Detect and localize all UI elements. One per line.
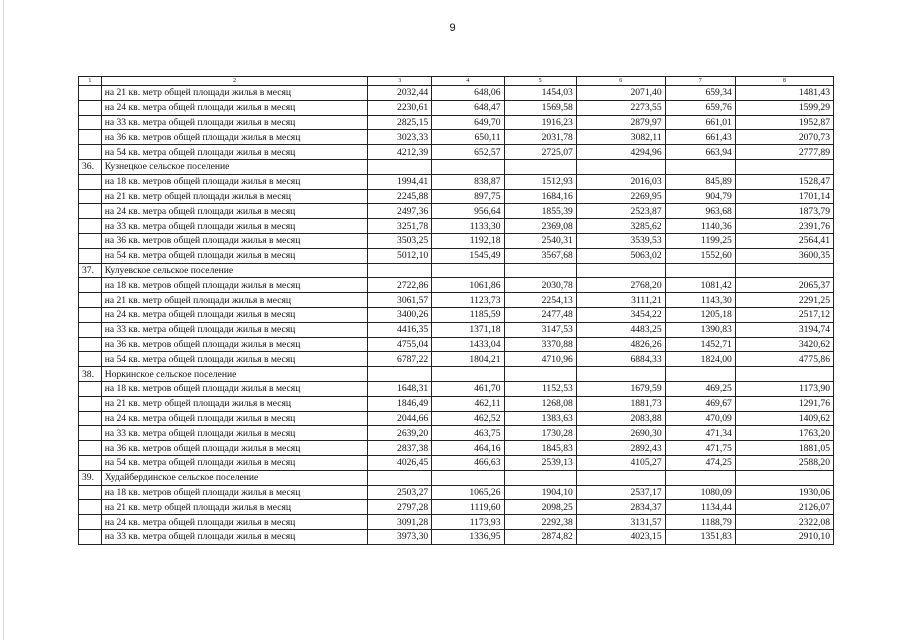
- table-row: [79, 100, 834, 115]
- empty-cell: [79, 307, 102, 322]
- value-cell-col8: 1599,29: [735, 100, 833, 115]
- row-label: на 24 кв. метра общей площади жилья в месяц: [101, 515, 367, 530]
- row-label: на 21 кв. метр общей площади жилья в месяц: [101, 500, 367, 515]
- value-cell-col3: 2797,28: [368, 500, 432, 515]
- value-cell-col6: 5063,02: [576, 248, 665, 263]
- value-cell-col4: 649,70: [432, 115, 504, 130]
- column-number: 3: [368, 77, 432, 86]
- table-body: [79, 86, 834, 545]
- section-title: Худайбердинское сельское поселение: [101, 470, 367, 485]
- value-cell-col3: 4212,39: [368, 145, 432, 160]
- empty-cell: [79, 189, 102, 204]
- empty-cell: [576, 263, 665, 278]
- empty-cell: [79, 233, 102, 248]
- value-cell-col5: 1845,83: [504, 441, 576, 456]
- value-cell-col4: 1192,18: [432, 233, 504, 248]
- empty-cell: [79, 515, 102, 530]
- empty-cell: [79, 100, 102, 115]
- section-number: 38.: [79, 367, 102, 382]
- table-row: [79, 455, 834, 470]
- value-cell-col8: 2910,10: [735, 529, 833, 544]
- value-cell-col6: 2690,30: [576, 426, 665, 441]
- value-cell-col4: 956,64: [432, 204, 504, 219]
- row-label: на 36 кв. метров общей площади жилья в месяц: [101, 130, 367, 145]
- value-cell-col3: 2032,44: [368, 86, 432, 101]
- empty-cell: [79, 381, 102, 396]
- value-cell-col5: 1916,23: [504, 115, 576, 130]
- row-label: на 54 кв. метра общей площади жилья в месяц: [101, 455, 367, 470]
- value-cell-col7: 1199,25: [665, 233, 735, 248]
- value-cell-col6: 4483,25: [576, 322, 665, 337]
- column-number-row: [79, 77, 834, 86]
- value-cell-col5: 3567,68: [504, 248, 576, 263]
- section-number: 39.: [79, 470, 102, 485]
- empty-cell: [79, 485, 102, 500]
- column-number: 4: [432, 77, 504, 86]
- row-label: на 24 кв. метра общей площади жилья в месяц: [101, 100, 367, 115]
- table-row: [79, 307, 834, 322]
- value-cell-col6: 2537,17: [576, 485, 665, 500]
- empty-cell: [79, 293, 102, 308]
- value-cell-col3: 2497,36: [368, 204, 432, 219]
- value-cell-col6: 2083,88: [576, 411, 665, 426]
- value-cell-col7: 1824,00: [665, 352, 735, 367]
- value-cell-col4: 1061,86: [432, 278, 504, 293]
- value-cell-col6: 3539,53: [576, 233, 665, 248]
- value-cell-col3: 1648,31: [368, 381, 432, 396]
- table-row: [79, 485, 834, 500]
- empty-cell: [432, 367, 504, 382]
- empty-cell: [79, 500, 102, 515]
- value-cell-col7: 1080,09: [665, 485, 735, 500]
- value-cell-col4: 461,70: [432, 381, 504, 396]
- value-cell-col6: 2892,43: [576, 441, 665, 456]
- value-cell-col7: 471,34: [665, 426, 735, 441]
- table-row: [79, 500, 834, 515]
- column-number: 1: [79, 77, 102, 86]
- table-row: [79, 248, 834, 263]
- column-number: 6: [576, 77, 665, 86]
- table-row: [79, 411, 834, 426]
- value-cell-col6: 3285,62: [576, 219, 665, 234]
- value-cell-col8: 3600,35: [735, 248, 833, 263]
- row-label: на 33 кв. метра общей площади жилья в месяц: [101, 322, 367, 337]
- value-cell-col7: 469,67: [665, 396, 735, 411]
- empty-cell: [79, 248, 102, 263]
- row-label: на 21 кв. метр общей площади жилья в месяц: [101, 86, 367, 101]
- value-cell-col5: 1152,53: [504, 381, 576, 396]
- value-cell-col7: 1140,36: [665, 219, 735, 234]
- empty-cell: [735, 159, 833, 174]
- value-cell-col5: 1569,58: [504, 100, 576, 115]
- value-cell-col8: 2126,07: [735, 500, 833, 515]
- value-cell-col5: 2477,48: [504, 307, 576, 322]
- value-cell-col5: 1383,63: [504, 411, 576, 426]
- value-cell-col4: 463,75: [432, 426, 504, 441]
- column-number: 2: [101, 77, 367, 86]
- row-label: на 18 кв. метров общей площади жилья в месяц: [101, 278, 367, 293]
- column-number: 7: [665, 77, 735, 86]
- table-row: [79, 145, 834, 160]
- empty-cell: [79, 322, 102, 337]
- section-number: 36.: [79, 159, 102, 174]
- table-row: [79, 189, 834, 204]
- value-cell-col8: 2391,76: [735, 219, 833, 234]
- value-cell-col3: 2639,20: [368, 426, 432, 441]
- table-row: [79, 278, 834, 293]
- value-cell-col4: 1119,60: [432, 500, 504, 515]
- value-cell-col6: 2834,37: [576, 500, 665, 515]
- empty-cell: [79, 426, 102, 441]
- table-row: [79, 115, 834, 130]
- value-cell-col5: 1268,08: [504, 396, 576, 411]
- value-cell-col6: 3111,21: [576, 293, 665, 308]
- value-cell-col4: 838,87: [432, 174, 504, 189]
- table-row: [79, 515, 834, 530]
- value-cell-col4: 464,16: [432, 441, 504, 456]
- value-cell-col8: 3420,62: [735, 337, 833, 352]
- value-cell-col6: 3131,57: [576, 515, 665, 530]
- value-cell-col7: 1351,83: [665, 529, 735, 544]
- empty-cell: [665, 263, 735, 278]
- empty-cell: [79, 204, 102, 219]
- table-row: [79, 130, 834, 145]
- value-cell-col3: 2230,61: [368, 100, 432, 115]
- value-cell-col4: 1133,30: [432, 219, 504, 234]
- empty-cell: [504, 263, 576, 278]
- value-cell-col3: 2044,66: [368, 411, 432, 426]
- value-cell-col6: 2269,95: [576, 189, 665, 204]
- empty-cell: [576, 470, 665, 485]
- value-cell-col7: 1552,60: [665, 248, 735, 263]
- value-cell-col3: 3023,33: [368, 130, 432, 145]
- page-number: 9: [449, 22, 456, 34]
- value-cell-col5: 3147,53: [504, 322, 576, 337]
- value-cell-col4: 1336,95: [432, 529, 504, 544]
- empty-cell: [735, 263, 833, 278]
- table-row: [79, 381, 834, 396]
- value-cell-col5: 1454,03: [504, 86, 576, 101]
- empty-cell: [79, 278, 102, 293]
- value-cell-col8: 1881,05: [735, 441, 833, 456]
- row-label: на 54 кв. метра общей площади жилья в месяц: [101, 248, 367, 263]
- value-cell-col5: 2254,13: [504, 293, 576, 308]
- empty-cell: [368, 367, 432, 382]
- empty-cell: [79, 86, 102, 101]
- empty-cell: [504, 367, 576, 382]
- value-cell-col3: 2503,27: [368, 485, 432, 500]
- value-cell-col8: 4775,86: [735, 352, 833, 367]
- value-cell-col4: 650,11: [432, 130, 504, 145]
- value-cell-col8: 1873,79: [735, 204, 833, 219]
- value-cell-col8: 2070,73: [735, 130, 833, 145]
- value-cell-col3: 3061,57: [368, 293, 432, 308]
- row-label: на 36 кв. метров общей площади жилья в месяц: [101, 337, 367, 352]
- value-cell-col6: 4826,26: [576, 337, 665, 352]
- value-cell-col3: 1994,41: [368, 174, 432, 189]
- value-cell-col7: 469,25: [665, 381, 735, 396]
- value-cell-col6: 3082,11: [576, 130, 665, 145]
- table-row: [79, 322, 834, 337]
- row-label: на 21 кв. метр общей площади жилья в месяц: [101, 189, 367, 204]
- value-cell-col7: 1390,83: [665, 322, 735, 337]
- value-cell-col7: 904,79: [665, 189, 735, 204]
- empty-cell: [79, 396, 102, 411]
- value-cell-col7: 471,75: [665, 441, 735, 456]
- value-cell-col7: 659,34: [665, 86, 735, 101]
- row-label: на 33 кв. метра общей площади жилья в месяц: [101, 115, 367, 130]
- value-cell-col8: 1173,90: [735, 381, 833, 396]
- empty-cell: [368, 470, 432, 485]
- value-cell-col4: 652,57: [432, 145, 504, 160]
- empty-cell: [576, 367, 665, 382]
- empty-cell: [735, 470, 833, 485]
- value-cell-col5: 1904,10: [504, 485, 576, 500]
- table-row: [79, 204, 834, 219]
- table-row: [79, 233, 834, 248]
- value-cell-col3: 4026,45: [368, 455, 432, 470]
- value-cell-col5: 2030,78: [504, 278, 576, 293]
- value-cell-col7: 661,01: [665, 115, 735, 130]
- value-cell-col6: 2016,03: [576, 174, 665, 189]
- value-cell-col3: 4755,04: [368, 337, 432, 352]
- value-cell-col4: 466,63: [432, 455, 504, 470]
- empty-cell: [368, 263, 432, 278]
- value-cell-col7: 1081,42: [665, 278, 735, 293]
- empty-cell: [79, 145, 102, 160]
- value-cell-col3: 5012,10: [368, 248, 432, 263]
- value-cell-col7: 659,76: [665, 100, 735, 115]
- row-label: на 33 кв. метра общей площади жилья в месяц: [101, 529, 367, 544]
- value-cell-col8: 2777,89: [735, 145, 833, 160]
- section-row: [79, 470, 834, 485]
- value-cell-col7: 963,68: [665, 204, 735, 219]
- value-cell-col4: 1804,21: [432, 352, 504, 367]
- value-cell-col7: 1452,71: [665, 337, 735, 352]
- value-cell-col5: 2098,25: [504, 500, 576, 515]
- row-label: на 24 кв. метра общей площади жилья в месяц: [101, 411, 367, 426]
- value-cell-col5: 2874,82: [504, 529, 576, 544]
- value-cell-col4: 648,47: [432, 100, 504, 115]
- empty-cell: [79, 337, 102, 352]
- row-label: на 18 кв. метров общей площади жилья в месяц: [101, 485, 367, 500]
- value-cell-col6: 4105,27: [576, 455, 665, 470]
- value-cell-col8: 1528,47: [735, 174, 833, 189]
- section-title: Кулуевское сельское поселение: [101, 263, 367, 278]
- empty-cell: [79, 174, 102, 189]
- value-cell-col7: 845,89: [665, 174, 735, 189]
- value-cell-col8: 1409,62: [735, 411, 833, 426]
- value-cell-col5: 1512,93: [504, 174, 576, 189]
- value-cell-col4: 648,06: [432, 86, 504, 101]
- row-label: на 24 кв. метра общей площади жилья в месяц: [101, 307, 367, 322]
- value-cell-col4: 1545,49: [432, 248, 504, 263]
- empty-cell: [79, 352, 102, 367]
- table-row: [79, 426, 834, 441]
- value-cell-col8: 2291,25: [735, 293, 833, 308]
- value-cell-col3: 2837,38: [368, 441, 432, 456]
- value-cell-col5: 1684,16: [504, 189, 576, 204]
- empty-cell: [735, 367, 833, 382]
- value-cell-col4: 1433,04: [432, 337, 504, 352]
- value-cell-col8: 2065,37: [735, 278, 833, 293]
- value-cell-col6: 2879,97: [576, 115, 665, 130]
- empty-cell: [79, 130, 102, 145]
- table-row: [79, 174, 834, 189]
- row-label: на 24 кв. метра общей площади жилья в месяц: [101, 204, 367, 219]
- value-cell-col3: 3251,78: [368, 219, 432, 234]
- column-number: 5: [504, 77, 576, 86]
- value-cell-col7: 663,94: [665, 145, 735, 160]
- value-cell-col8: 2322,08: [735, 515, 833, 530]
- section-title: Кузнецкое сельское поселение: [101, 159, 367, 174]
- empty-cell: [665, 470, 735, 485]
- value-cell-col8: 2517,12: [735, 307, 833, 322]
- value-cell-col8: 1952,87: [735, 115, 833, 130]
- section-number: 37.: [79, 263, 102, 278]
- table-row: [79, 293, 834, 308]
- value-cell-col5: 2725,07: [504, 145, 576, 160]
- value-cell-col4: 462,11: [432, 396, 504, 411]
- value-cell-col3: 4416,35: [368, 322, 432, 337]
- value-cell-col4: 462,52: [432, 411, 504, 426]
- row-label: на 21 кв. метр общей площади жилья в месяц: [101, 396, 367, 411]
- value-cell-col5: 3370,88: [504, 337, 576, 352]
- value-cell-col7: 1134,44: [665, 500, 735, 515]
- section-row: [79, 263, 834, 278]
- value-cell-col5: 4710,96: [504, 352, 576, 367]
- value-cell-col6: 3454,22: [576, 307, 665, 322]
- value-cell-col5: 2031,78: [504, 130, 576, 145]
- section-row: [79, 367, 834, 382]
- row-label: на 33 кв. метра общей площади жилья в месяц: [101, 426, 367, 441]
- value-cell-col5: 1730,28: [504, 426, 576, 441]
- value-cell-col4: 1371,18: [432, 322, 504, 337]
- value-cell-col3: 3503,25: [368, 233, 432, 248]
- value-cell-col7: 1143,30: [665, 293, 735, 308]
- value-cell-col6: 2523,87: [576, 204, 665, 219]
- value-cell-col3: 6787,22: [368, 352, 432, 367]
- value-cell-col4: 897,75: [432, 189, 504, 204]
- empty-cell: [432, 159, 504, 174]
- value-cell-col6: 6884,33: [576, 352, 665, 367]
- value-cell-col6: 2273,55: [576, 100, 665, 115]
- row-label: на 33 кв. метра общей площади жилья в месяц: [101, 219, 367, 234]
- value-cell-col7: 1205,18: [665, 307, 735, 322]
- table-row: [79, 337, 834, 352]
- table-row: [79, 352, 834, 367]
- empty-cell: [504, 159, 576, 174]
- empty-cell: [665, 159, 735, 174]
- value-cell-col6: 4294,96: [576, 145, 665, 160]
- empty-cell: [79, 411, 102, 426]
- column-number: 8: [735, 77, 833, 86]
- value-cell-col3: 1846,49: [368, 396, 432, 411]
- table-row: [79, 219, 834, 234]
- table-row: [79, 396, 834, 411]
- row-label: на 54 кв. метра общей площади жилья в месяц: [101, 145, 367, 160]
- value-cell-col6: 1881,73: [576, 396, 665, 411]
- empty-cell: [79, 529, 102, 544]
- value-cell-col3: 3973,30: [368, 529, 432, 544]
- value-cell-col4: 1185,59: [432, 307, 504, 322]
- value-cell-col8: 1291,76: [735, 396, 833, 411]
- empty-cell: [79, 115, 102, 130]
- row-label: на 18 кв. метров общей площади жилья в месяц: [101, 174, 367, 189]
- value-cell-col7: 474,25: [665, 455, 735, 470]
- value-cell-col7: 1188,79: [665, 515, 735, 530]
- value-cell-col7: 470,09: [665, 411, 735, 426]
- row-label: на 21 кв. метр общей площади жилья в месяц: [101, 293, 367, 308]
- value-cell-col8: 2564,41: [735, 233, 833, 248]
- value-cell-col8: 2588,20: [735, 455, 833, 470]
- empty-cell: [432, 470, 504, 485]
- value-cell-col4: 1123,73: [432, 293, 504, 308]
- value-cell-col6: 2768,20: [576, 278, 665, 293]
- row-label: на 36 кв. метров общей площади жилья в месяц: [101, 233, 367, 248]
- value-cell-col5: 2540,31: [504, 233, 576, 248]
- value-cell-col8: 1701,14: [735, 189, 833, 204]
- empty-cell: [432, 263, 504, 278]
- empty-cell: [504, 470, 576, 485]
- empty-cell: [79, 219, 102, 234]
- row-label: на 54 кв. метра общей площади жилья в месяц: [101, 352, 367, 367]
- value-cell-col5: 2292,38: [504, 515, 576, 530]
- value-cell-col5: 1855,39: [504, 204, 576, 219]
- value-cell-col3: 3400,26: [368, 307, 432, 322]
- section-row: [79, 159, 834, 174]
- page-edge-line: [3, 0, 4, 640]
- tariff-table: [78, 76, 834, 545]
- empty-cell: [79, 441, 102, 456]
- value-cell-col5: 2539,13: [504, 455, 576, 470]
- value-cell-col3: 2825,15: [368, 115, 432, 130]
- value-cell-col6: 2071,40: [576, 86, 665, 101]
- row-label: на 36 кв. метров общей площади жилья в месяц: [101, 441, 367, 456]
- section-title: Норкинское сельское поселение: [101, 367, 367, 382]
- value-cell-col7: 661,43: [665, 130, 735, 145]
- value-cell-col4: 1065,26: [432, 485, 504, 500]
- value-cell-col8: 1481,43: [735, 86, 833, 101]
- value-cell-col5: 2369,08: [504, 219, 576, 234]
- value-cell-col6: 1679,59: [576, 381, 665, 396]
- value-cell-col6: 4023,15: [576, 529, 665, 544]
- empty-cell: [576, 159, 665, 174]
- table-row: [79, 529, 834, 544]
- empty-cell: [368, 159, 432, 174]
- table-row: [79, 441, 834, 456]
- value-cell-col3: 2722,86: [368, 278, 432, 293]
- row-label: на 18 кв. метров общей площади жилья в месяц: [101, 381, 367, 396]
- value-cell-col8: 1763,20: [735, 426, 833, 441]
- empty-cell: [79, 455, 102, 470]
- value-cell-col8: 1930,06: [735, 485, 833, 500]
- value-cell-col3: 3091,28: [368, 515, 432, 530]
- value-cell-col3: 2245,88: [368, 189, 432, 204]
- table-row: [79, 86, 834, 101]
- value-cell-col8: 3194,74: [735, 322, 833, 337]
- empty-cell: [665, 367, 735, 382]
- value-cell-col4: 1173,93: [432, 515, 504, 530]
